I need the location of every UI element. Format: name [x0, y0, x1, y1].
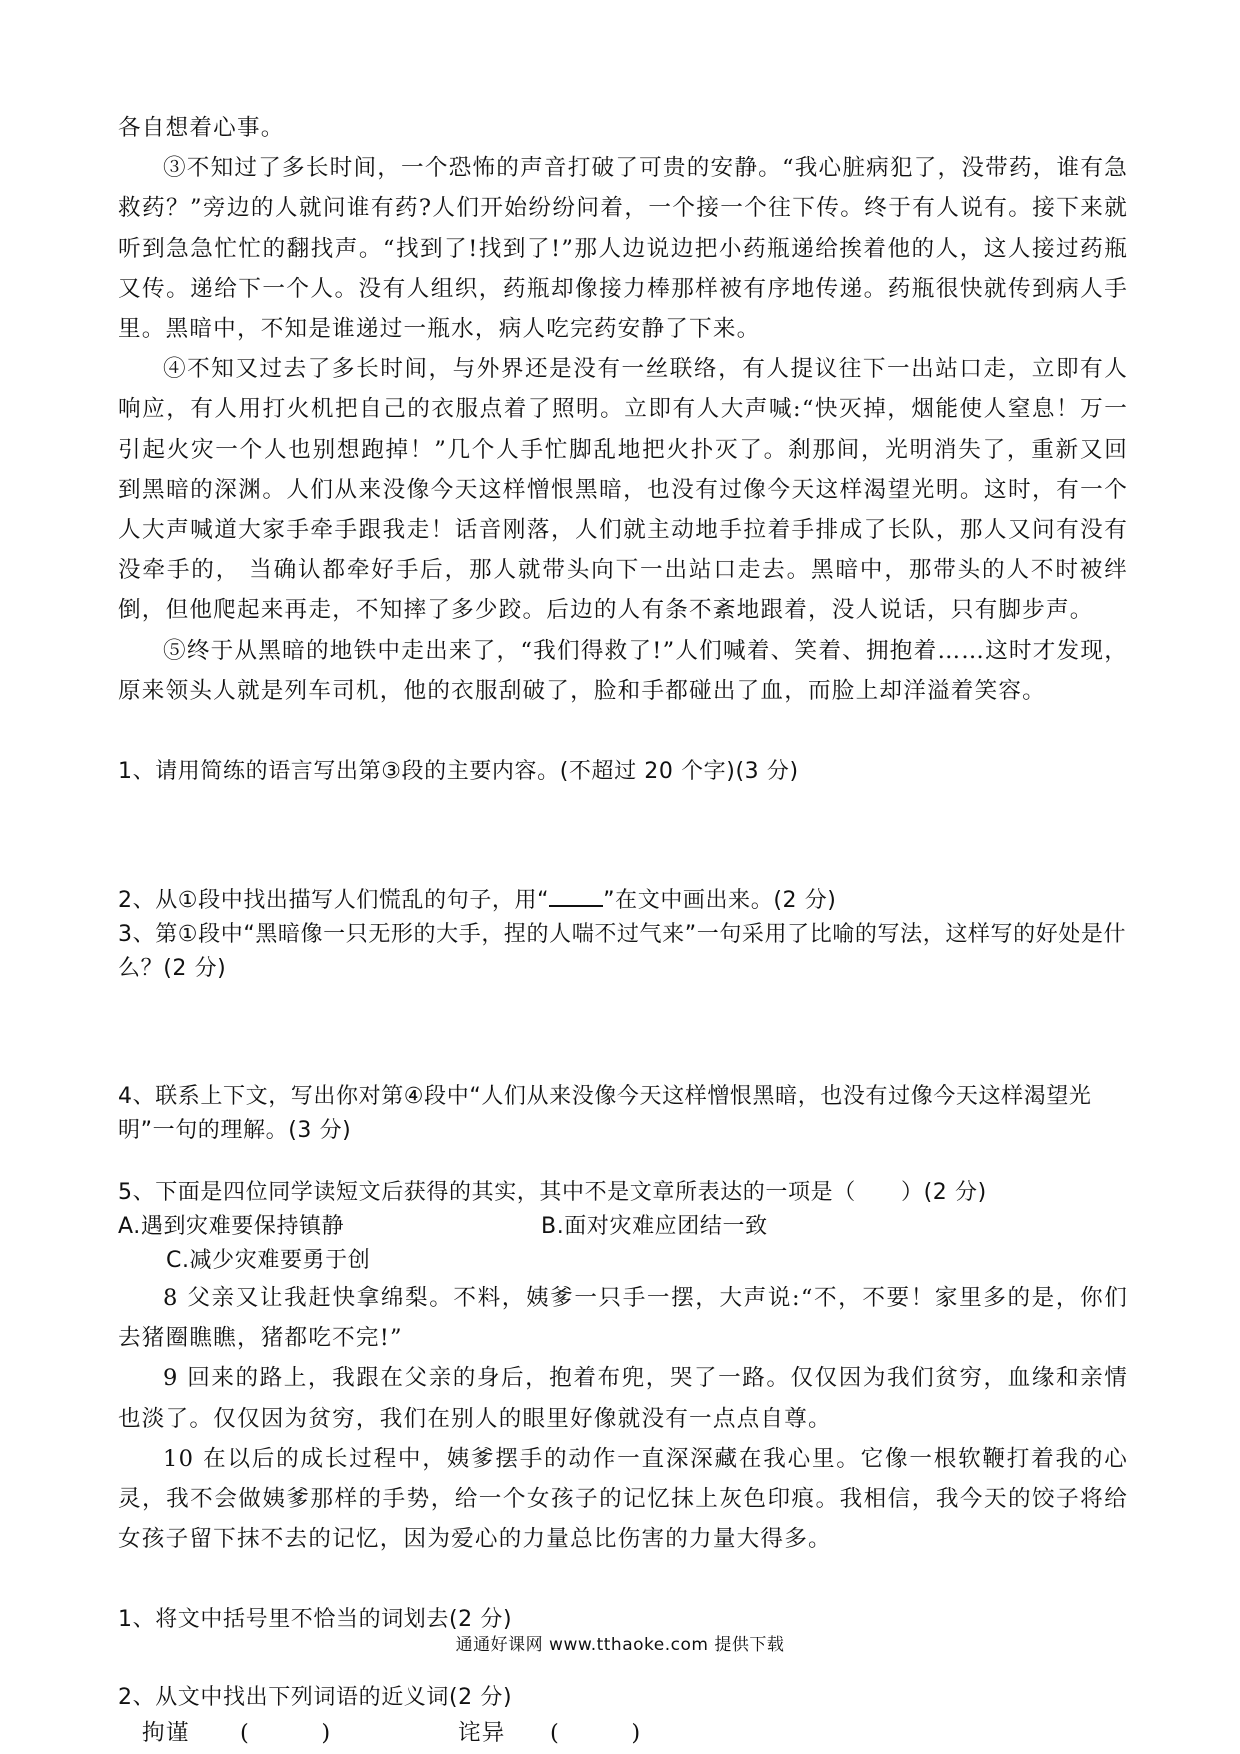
synonym-blank-1: ( ): [240, 1720, 332, 1747]
synonym-word-1: 拘谨: [142, 1720, 190, 1747]
question-2-text-after: ”在文中画出来。(2 分): [603, 888, 837, 914]
passage-paragraph-4: ④不知又过去了多长时间，与外界还是没有一丝联络，有人提议往下一出站口走，立即有人响应，有人用打火机把自己的衣服点着了照明。立即有人大声喊:“快灭掉，烟能使人窒息！万一引起火灾一个人也别想跑掉！”几个人手忙脚乱地把火扑灭了。刹那间，光明消失了，重新又回到黑暗的深渊。人们从来没像今天这样憎恨黑暗，也没有过像今天这样渴望光明。这时，有一个人大声喊道大家手牵手跟我走！话音刚落，人们就主动地手拉着手排成了长队，那人又问有没有没牵手的， 当确认都牵好手后，那人就带头向下一出站口走去。黑暗中，那带头的人不时被绊倒，但他爬起来再走，不知摔了多少跤。后边的人有条不紊地跟着，没人说话，只有脚步声。: [118, 356, 1128, 624]
question-5-choices-row: [118, 1210, 1128, 1244]
passage2-question-1: 1、将文中括号里不恰当的词划去(2 分): [118, 1607, 513, 1633]
question-2-text-before: 2、从①段中找出描写人们慌乱的句子，用“: [118, 888, 550, 914]
choice-c: C.减少灾难要勇于创: [166, 1248, 371, 1274]
passage-paragraph-3: ③不知过了多长时间，一个恐怖的声音打破了可贵的安静。“我心脏病犯了，没带药，谁有急救药？”旁边的人就问谁有药?人们开始纷纷问着，一个接一个往下传。终于有人说有。接下来就听到急急忙忙的翻找声。“找到了!找到了!”那人边说边把小药瓶递给挨着他的人，这人接过药瓶又传。递给下一个人。没有人组织，药瓶却像接力棒那样被有序地传递。药瓶很快就传到病人手里。黑暗中，不知是谁递过一瓶水，病人吃完药安静了下来。: [118, 155, 1128, 343]
question-5: 5、下面是四位同学读短文后获得的其实，其中不是文章所表达的一项是（ ）(2 分): [118, 1180, 987, 1206]
choice-a: A.遇到灾难要保持镇静: [118, 1214, 345, 1240]
passage2-paragraph-10: 10 在以后的成长过程中，姨爹摆手的动作一直深深藏在我心里。它像一根软鞭打着我的心灵，我不会做姨爹那样的手势，给一个女孩子的记忆抹上灰色印痕。我相信，我今天的饺子将给女孩子留下抹不去的记忆，因为爱心的力量总比伤害的力量大得多。: [118, 1445, 1128, 1553]
passage2-paragraph-8: 8 父亲又让我赶快拿绵梨。不料，姨爹一只手一摆，大声说:“不，不要！家里多的是，你们去猪圈瞧瞧，猪都吃不完!”: [118, 1285, 1128, 1352]
page-footer: 通通好课网 www.tthaoke.com 提供下载: [455, 1635, 785, 1655]
question-3: 3、第①段中“黑暗像一只无形的大手，捏的人喘不过气来”一句采用了比喻的写法，这样写的好处是什么？(2 分): [118, 922, 1127, 982]
question-4: 4、联系上下文，写出你对第④段中“人们从来没像今天这样憎恨黑暗，也没有过像今天这样渴望光明”一句的理解。(3 分): [118, 1084, 1092, 1144]
underline-blank: [549, 883, 603, 907]
passage-continuation: 各自想着心事。: [118, 115, 285, 141]
synonym-blank-2: ( ): [550, 1720, 642, 1747]
question-1: 1、请用简练的语言写出第③段的主要内容。(不超过 20 个字)(3 分): [118, 759, 799, 785]
passage-paragraph-5: ⑤终于从黑暗的地铁中走出来了，“我们得救了!”人们喊着、笑着、拥抱着……这时才发现，原来领头人就是列车司机，他的衣服刮破了，脸和手都碰出了血，而脸上却洋溢着笑容。: [118, 637, 1128, 704]
document-page: [118, 108, 1128, 1751]
synonym-row: [118, 1715, 1128, 1751]
passage2-paragraph-9: 9 回来的路上，我跟在父亲的身后，抱着布兜，哭了一路。仅仅因为我们贫穷，血缘和亲情也淡了。仅仅因为贫穷，我们在别人的眼里好像就没有一点点自尊。: [118, 1365, 1128, 1432]
passage2-question-2: 2、从文中找出下列词语的近义词(2 分): [118, 1685, 513, 1711]
choice-b: B.面对灾难应团结一致: [541, 1214, 768, 1240]
synonym-word-2: 诧异: [458, 1720, 506, 1747]
question-2: [118, 883, 1128, 918]
